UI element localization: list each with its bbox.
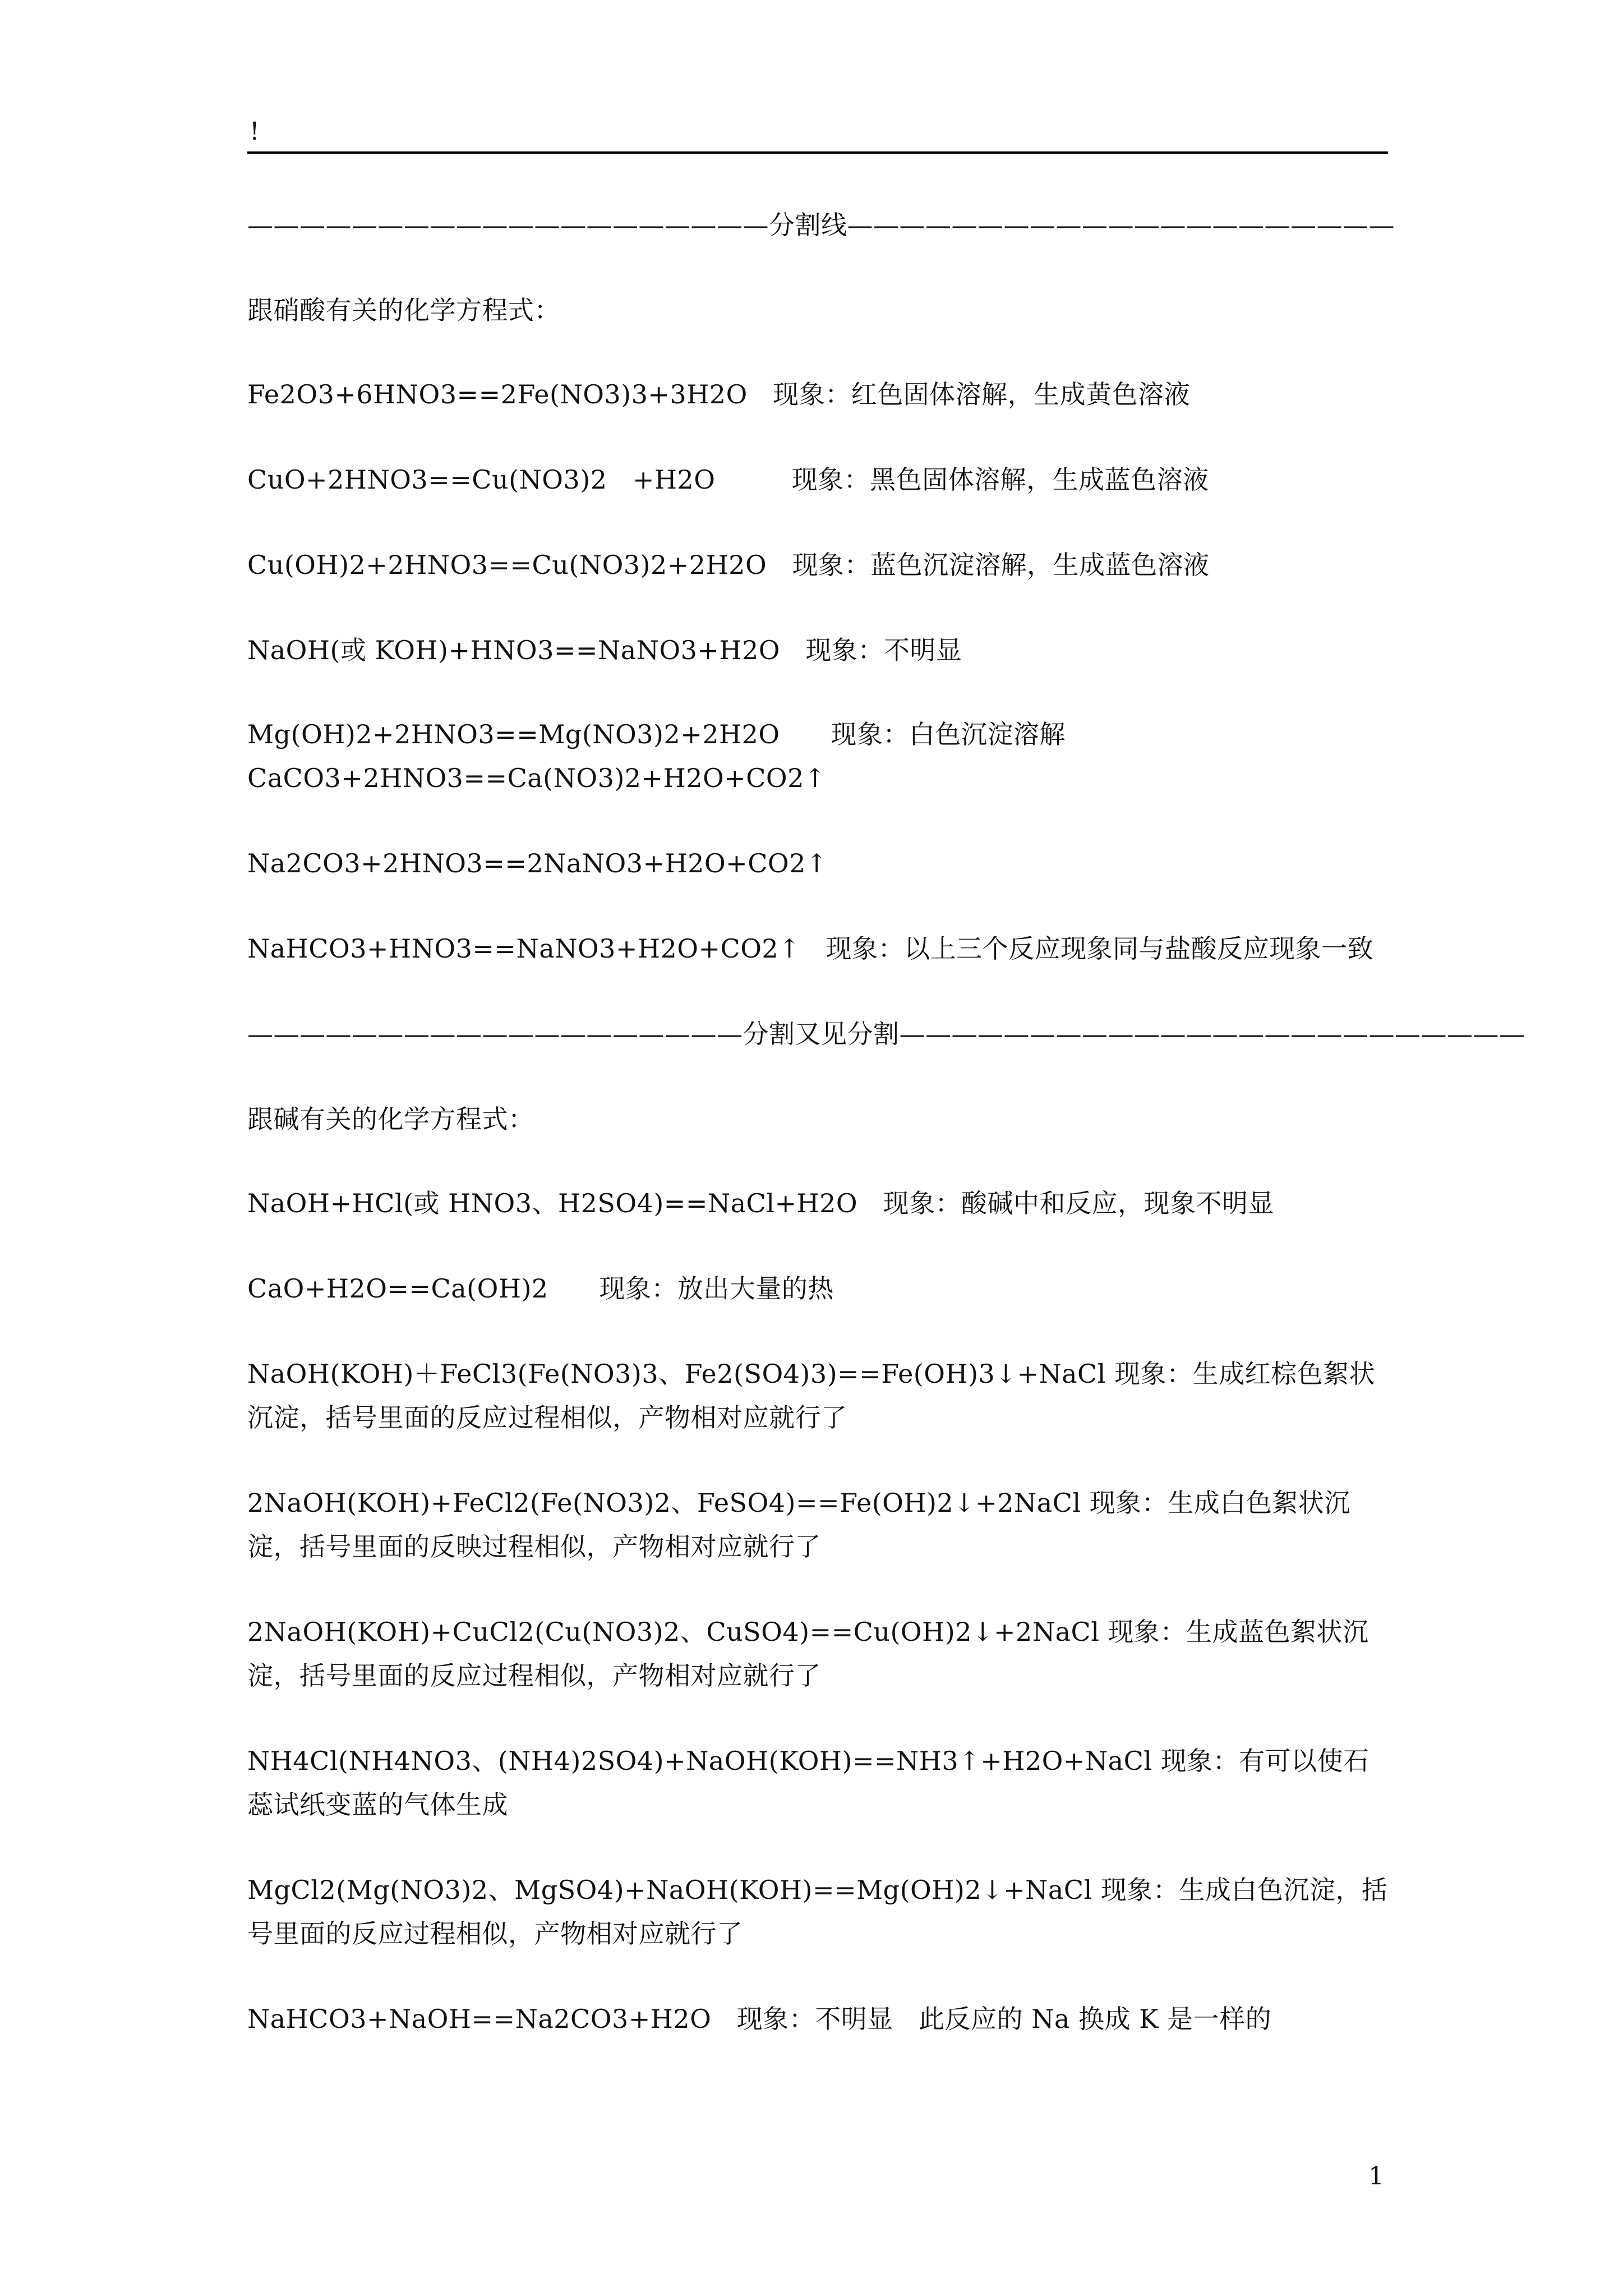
divider-line: ———————————————————分割又见分割———————————————————————— xyxy=(247,1019,1525,1049)
equation-line: CaCO3+2HNO3==Ca(NO3)2+H2O+CO2↑ xyxy=(247,763,826,793)
section-heading-bases: 跟碱有关的化学方程式： xyxy=(247,1104,534,1134)
equation-line: NaOH+HCl(或 HNO3、H2SO4)==NaCl+H2O 现象：酸碱中和反应，现象不明显 xyxy=(247,1188,1274,1218)
equation-line: Na2CO3+2HNO3==2NaNO3+H2O+CO2↑ xyxy=(247,848,828,878)
page-number: 1 xyxy=(1368,2162,1384,2191)
equation-paragraph: NH4Cl(NH4NO3、(NH4)2SO4)+NaOH(KOH)==NH3↑+H2O+NaCl 现象：有可以使石蕊试纸变蓝的气体生成 xyxy=(247,1746,1370,1820)
equation-line: NaOH(或 KOH)+HNO3==NaNO3+H2O 现象：不明显 xyxy=(247,635,962,665)
equation-line: Mg(OH)2+2HNO3==Mg(NO3)2+2H2O 现象：白色沉淀溶解 xyxy=(247,719,1066,749)
equation-paragraph: 2NaOH(KOH)+FeCl2(Fe(NO3)2、FeSO4)==Fe(OH)2↓+2NaCl 现象：生成白色絮状沉淀，括号里面的反映过程相似，产物相对应就行了 xyxy=(247,1488,1350,1562)
page-header-mark: ! xyxy=(250,117,260,146)
section-heading-nitric-acid: 跟硝酸有关的化学方程式： xyxy=(247,295,560,325)
equation-paragraph: 2NaOH(KOH)+CuCl2(Cu(NO3)2、CuSO4)==Cu(OH)2↓+2NaCl 现象：生成蓝色絮状沉淀，括号里面的反应过程相似，产物相对应就行了 xyxy=(247,1617,1369,1691)
equation-line: NaHCO3+NaOH==Na2CO3+H2O 现象：不明显 此反应的 Na 换成 K 是一样的 xyxy=(247,2004,1272,2034)
equation-line: Fe2O3+6HNO3==2Fe(NO3)3+3H2O 现象：红色固体溶解，生成黄色溶液 xyxy=(247,379,1191,409)
equation-paragraph: MgCl2(Mg(NO3)2、MgSO4)+NaOH(KOH)==Mg(OH)2↓+NaCl 现象：生成白色沉淀，括号里面的反应过程相似，产物相对应就行了 xyxy=(247,1875,1388,1949)
divider-line: ————————————————————分割线————————————————————— xyxy=(247,210,1395,240)
equation-line: CaO+H2O==Ca(OH)2 现象：放出大量的热 xyxy=(247,1273,834,1304)
equation-line: CuO+2HNO3==Cu(NO3)2 +H2O 现象：黑色固体溶解，生成蓝色溶液 xyxy=(247,464,1209,495)
equation-paragraph: NaOH(KOH)＋FeCl3(Fe(NO3)3、Fe2(SO4)3)==Fe(OH)3↓+NaCl 现象：生成红棕色絮状沉淀，括号里面的反应过程相似，产物相对应就行了 xyxy=(247,1359,1376,1433)
equation-line: Cu(OH)2+2HNO3==Cu(NO3)2+2H2O 现象：蓝色沉淀溶解，生成蓝色溶液 xyxy=(247,550,1210,580)
equation-line: NaHCO3+HNO3==NaNO3+H2O+CO2↑ 现象：以上三个反应现象同与盐酸反应现象一致 xyxy=(247,933,1374,964)
header-rule xyxy=(247,151,1388,154)
